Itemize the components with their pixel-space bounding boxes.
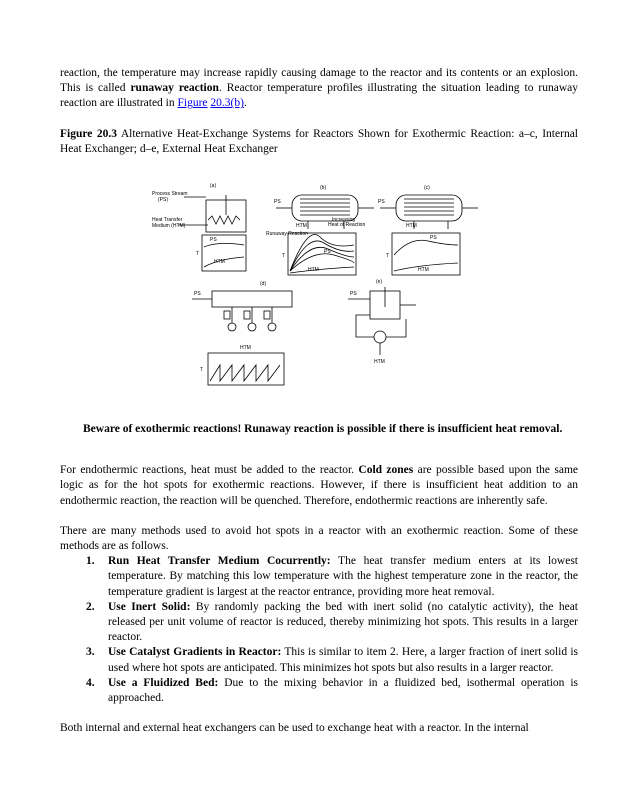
text: . Reactor temperature profiles illustrating the situation leading to runaway reaction are illustrated in (60, 82, 578, 110)
label-ps-abbrev: (PS) (158, 197, 168, 204)
list-title: Run Heat Transfer Medium Cocurrently: (108, 555, 331, 568)
label-panel-b: (b) (320, 185, 327, 192)
label-panel-d: (d) (260, 281, 267, 288)
list-number: 1. (86, 555, 95, 568)
label-panel-a: (a) (210, 183, 217, 190)
list-number: 3. (86, 646, 95, 659)
label-htm-2: Medium (HTM) (152, 223, 186, 230)
paragraph-methods-intro: There are many methods used to avoid hot spots in a reactor with an exothermic reaction. Some of these methods are as follows. (60, 524, 578, 553)
list-item (60, 554, 578, 600)
reactor-d (212, 291, 292, 307)
document-page (60, 66, 578, 736)
heat-exchange-diagram (148, 175, 488, 400)
label-htm-e: HTM (374, 359, 385, 366)
list-item (60, 676, 578, 706)
figure-caption (60, 127, 578, 157)
text: are possible based upon the same logic as for the hot spots for exothermic reactions. However, if there is insufficient heat addition to an endothermic reaction, the reaction will be quenched. Therefore, endothermic reactions are inherently safe. (60, 464, 578, 507)
figure-link[interactable]: Figure (177, 97, 208, 110)
caption-text: Alternative Heat-Exchange Systems for Reactors Shown for Exothermic Reaction: a–c, Internal Heat Exchanger; d–e, External Heat Exchanger (60, 127, 578, 155)
label-t-b: T (282, 253, 286, 260)
label-process-stream: Process Stream (152, 191, 188, 198)
list-item (60, 645, 578, 675)
label-htm-c2: HTM (418, 267, 429, 274)
label-ps-b2: PS (324, 249, 331, 256)
label-htm-d: HTM (240, 345, 251, 352)
label-htm-b: HTM (296, 223, 307, 230)
label-t-a: T (196, 251, 200, 258)
plot-a (202, 235, 246, 271)
list-text: The heat transfer medium enters at its lowest temperature. By matching this low temperature with the highest temperature zone in the reactor, the temperature gradient is largest at the reactor entrance, providing more heat removal. (108, 555, 578, 598)
plot-d (208, 353, 284, 385)
paragraph-endothermic (60, 463, 578, 509)
paragraph-runaway (60, 66, 578, 112)
figure-number-link[interactable]: 20.3(b) (210, 97, 244, 110)
text: . (243, 97, 247, 110)
list-item (60, 600, 578, 646)
label-htm-c: HTM (406, 223, 417, 230)
label-panel-e: (e) (376, 279, 383, 286)
label-runaway: Runaway Reaction (266, 231, 308, 238)
label-increasing-1: Increasing (332, 217, 356, 224)
label-htm-1: Heat Transfer (152, 217, 183, 224)
label-htm-b2: HTM (308, 267, 319, 274)
list-text: By randomly packing the bed with inert solid (no catalytic activity), the heat released per unit volume of reactor is reduced, thereby minimizing hot spots. This results in a larger reactor. (108, 600, 578, 644)
list-title: Use a Fluidized Bed: (108, 676, 219, 689)
label-increasing-2: Heat of Reaction (328, 222, 366, 229)
list-number: 2. (86, 600, 95, 613)
figure-diagram (60, 175, 578, 407)
list-text: Due to the mixing behavior in a fluidized bed, isothermal operation is approached. (108, 676, 578, 705)
text: reaction, the temperature may increase rapidly causing damage to the reactor and its contents or an explosion. This is called (60, 67, 578, 95)
label-ps-c2: PS (430, 235, 437, 242)
label-panel-c: (c) (424, 185, 430, 192)
text: For endothermic reactions, heat must be added to the reactor. (60, 464, 359, 477)
label-ps-b: PS (274, 199, 281, 206)
list-title: Use Inert Solid: (108, 600, 191, 613)
label-t-c: T (386, 253, 390, 260)
label-ps-a: PS (210, 237, 217, 244)
callout-warning: Beware of exothermic reactions! Runaway reaction is possible if there is insufficient heat removal. (83, 423, 563, 436)
paragraph-heat-exchangers: Both internal and external heat exchangers can be used to exchange heat with a reactor. In the internal (60, 722, 529, 735)
bold-term: Cold zones (358, 464, 414, 477)
methods-list (60, 554, 578, 706)
bold-term: runaway reaction (130, 82, 219, 95)
list-number: 4. (86, 676, 95, 689)
caption-label: Figure 20.3 (60, 127, 117, 140)
label-t-d: T (200, 367, 204, 374)
label-htm-a: HTM (214, 259, 225, 266)
label-ps-c: PS (378, 199, 385, 206)
label-ps-e: PS (350, 291, 357, 298)
list-text: This is similar to item 2. Here, a larger fraction of inert solid is used where hot spots are anticipated. This minimizes hot spots but also results in a larger reactor. (108, 646, 578, 674)
heat-exchanger-e (374, 331, 386, 343)
label-ps-d: PS (194, 291, 201, 298)
list-title: Use Catalyst Gradients in Reactor: (108, 646, 282, 659)
